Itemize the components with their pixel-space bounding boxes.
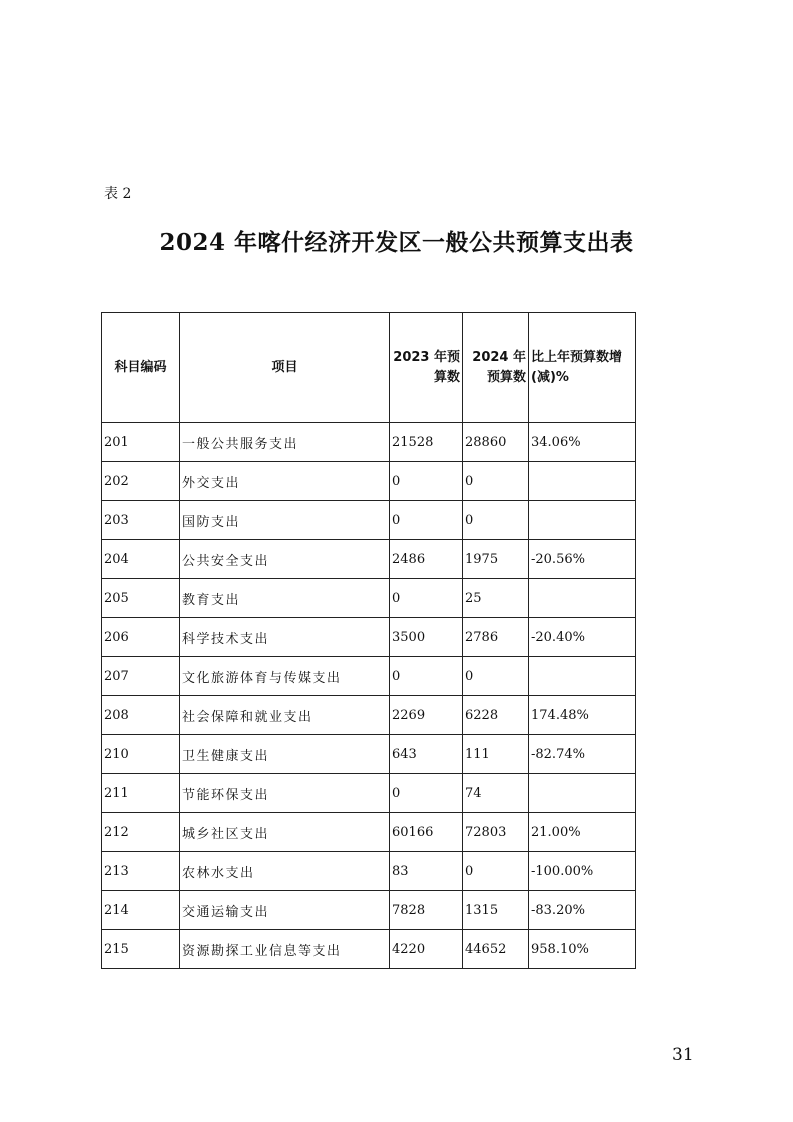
cell-budget-2023: 0 xyxy=(390,462,463,501)
table-header-row xyxy=(102,313,636,423)
cell-subject-code: 211 xyxy=(102,774,180,813)
cell-item-name: 社会保障和就业支出 xyxy=(180,696,390,735)
cell-budget-2024: 111 xyxy=(463,735,529,774)
cell-budget-2023: 2486 xyxy=(390,540,463,579)
table-row xyxy=(102,696,636,735)
cell-budget-2024: 1315 xyxy=(463,891,529,930)
header-item: 项目 xyxy=(180,313,390,423)
cell-subject-code: 207 xyxy=(102,657,180,696)
cell-item-name: 交通运输支出 xyxy=(180,891,390,930)
header-change-percent: 比上年预算数增(减)% xyxy=(529,313,636,423)
cell-item-name: 节能环保支出 xyxy=(180,774,390,813)
cell-change-percent xyxy=(529,501,636,540)
cell-item-name: 一般公共服务支出 xyxy=(180,423,390,462)
cell-item-name: 文化旅游体育与传媒支出 xyxy=(180,657,390,696)
budget-expenditure-table xyxy=(101,312,636,969)
cell-budget-2023: 0 xyxy=(390,579,463,618)
cell-change-percent: 174.48% xyxy=(529,696,636,735)
cell-change-percent: -20.56% xyxy=(529,540,636,579)
cell-budget-2024: 0 xyxy=(463,462,529,501)
cell-subject-code: 203 xyxy=(102,501,180,540)
cell-change-percent: -83.20% xyxy=(529,891,636,930)
cell-budget-2023: 2269 xyxy=(390,696,463,735)
cell-change-percent xyxy=(529,774,636,813)
cell-item-name: 卫生健康支出 xyxy=(180,735,390,774)
table-row xyxy=(102,852,636,891)
cell-budget-2024: 44652 xyxy=(463,930,529,969)
cell-subject-code: 204 xyxy=(102,540,180,579)
cell-budget-2023: 83 xyxy=(390,852,463,891)
table-body xyxy=(102,423,636,969)
cell-change-percent: -100.00% xyxy=(529,852,636,891)
cell-subject-code: 208 xyxy=(102,696,180,735)
cell-change-percent xyxy=(529,657,636,696)
header-budget-2024: 2024 年预算数 xyxy=(463,313,529,423)
cell-budget-2023: 7828 xyxy=(390,891,463,930)
table-row xyxy=(102,930,636,969)
cell-item-name: 公共安全支出 xyxy=(180,540,390,579)
cell-change-percent: 21.00% xyxy=(529,813,636,852)
cell-change-percent xyxy=(529,579,636,618)
table-row xyxy=(102,813,636,852)
cell-budget-2024: 0 xyxy=(463,501,529,540)
cell-budget-2024: 2786 xyxy=(463,618,529,657)
cell-item-name: 外交支出 xyxy=(180,462,390,501)
table-row xyxy=(102,618,636,657)
cell-budget-2024: 28860 xyxy=(463,423,529,462)
cell-subject-code: 210 xyxy=(102,735,180,774)
header-subject-code: 科目编码 xyxy=(102,313,180,423)
cell-budget-2023: 3500 xyxy=(390,618,463,657)
cell-subject-code: 212 xyxy=(102,813,180,852)
table-row xyxy=(102,501,636,540)
document-title: 2024 年喀什经济开发区一般公共预算支出表 xyxy=(159,229,634,256)
table-row xyxy=(102,657,636,696)
cell-budget-2023: 0 xyxy=(390,501,463,540)
table-row xyxy=(102,774,636,813)
table-row xyxy=(102,423,636,462)
cell-budget-2024: 6228 xyxy=(463,696,529,735)
cell-subject-code: 215 xyxy=(102,930,180,969)
cell-budget-2023: 4220 xyxy=(390,930,463,969)
cell-item-name: 农林水支出 xyxy=(180,852,390,891)
cell-budget-2023: 643 xyxy=(390,735,463,774)
cell-subject-code: 202 xyxy=(102,462,180,501)
cell-subject-code: 201 xyxy=(102,423,180,462)
cell-item-name: 资源勘探工业信息等支出 xyxy=(180,930,390,969)
cell-item-name: 国防支出 xyxy=(180,501,390,540)
table-row xyxy=(102,540,636,579)
cell-budget-2023: 21528 xyxy=(390,423,463,462)
cell-budget-2024: 25 xyxy=(463,579,529,618)
cell-budget-2024: 0 xyxy=(463,657,529,696)
table-row xyxy=(102,735,636,774)
cell-budget-2023: 0 xyxy=(390,774,463,813)
cell-subject-code: 206 xyxy=(102,618,180,657)
cell-change-percent: -20.40% xyxy=(529,618,636,657)
cell-change-percent: 34.06% xyxy=(529,423,636,462)
header-budget-2023: 2023 年预算数 xyxy=(390,313,463,423)
cell-subject-code: 214 xyxy=(102,891,180,930)
cell-item-name: 科学技术支出 xyxy=(180,618,390,657)
cell-subject-code: 213 xyxy=(102,852,180,891)
cell-change-percent: 958.10% xyxy=(529,930,636,969)
cell-item-name: 教育支出 xyxy=(180,579,390,618)
table-row xyxy=(102,891,636,930)
table-row xyxy=(102,462,636,501)
cell-change-percent xyxy=(529,462,636,501)
cell-budget-2023: 60166 xyxy=(390,813,463,852)
table-label: 表 2 xyxy=(104,186,132,202)
cell-budget-2024: 74 xyxy=(463,774,529,813)
cell-budget-2024: 1975 xyxy=(463,540,529,579)
cell-change-percent: -82.74% xyxy=(529,735,636,774)
cell-subject-code: 205 xyxy=(102,579,180,618)
cell-budget-2023: 0 xyxy=(390,657,463,696)
cell-budget-2024: 0 xyxy=(463,852,529,891)
cell-budget-2024: 72803 xyxy=(463,813,529,852)
page-number: 31 xyxy=(672,1045,694,1065)
cell-item-name: 城乡社区支出 xyxy=(180,813,390,852)
table-row xyxy=(102,579,636,618)
